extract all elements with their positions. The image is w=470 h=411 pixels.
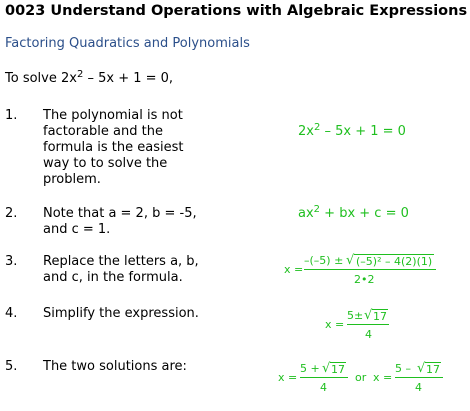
formula-solutions: x = 5 + √ 17 4 or x = 5 – √ 17 4: [278, 360, 458, 396]
step-number: 2.: [5, 206, 18, 221]
step-number: 3.: [5, 254, 18, 269]
step-number: 4.: [5, 306, 18, 321]
step-text: Replace the letters a, b, and c, in the formula.: [43, 254, 199, 285]
intro-text: To solve $2x^2 - 5x + 1 = 0$,: [5, 69, 174, 86]
step-text: The two solutions are:: [43, 359, 187, 374]
step-text: Note that a = 2, b = -5, and c = 1.: [43, 206, 197, 237]
formula-simplified: x = 5± √ 17 4: [325, 308, 387, 341]
sqrt-symbol-icon: √: [322, 361, 331, 376]
sqrt-symbol-icon: √: [346, 253, 355, 268]
formula-equation: $2x^2 - 5x + 1 = 0$: [298, 122, 406, 139]
step-text: The polynomial is not factorable and the formula is the easiest way to to solve the problem.: [43, 108, 184, 187]
formula-quadratic-substituted: x = –(–5) ± √ (–5)² – 4(2)(1) 2•2: [284, 252, 464, 288]
sqrt-symbol-icon: √: [364, 308, 373, 323]
step-text: Simplify the expression.: [43, 306, 199, 321]
step-number: 1.: [5, 108, 18, 123]
page-title: 0023 Understand Operations with Algebraic Expressions: [5, 3, 468, 19]
sqrt-symbol-icon: √: [417, 361, 426, 376]
page-subtitle: Factoring Quadratics and Polynomials: [5, 36, 250, 51]
step-number: 5.: [5, 359, 18, 374]
formula-general-form: $ax^2$ + bx + c = 0: [298, 204, 409, 221]
